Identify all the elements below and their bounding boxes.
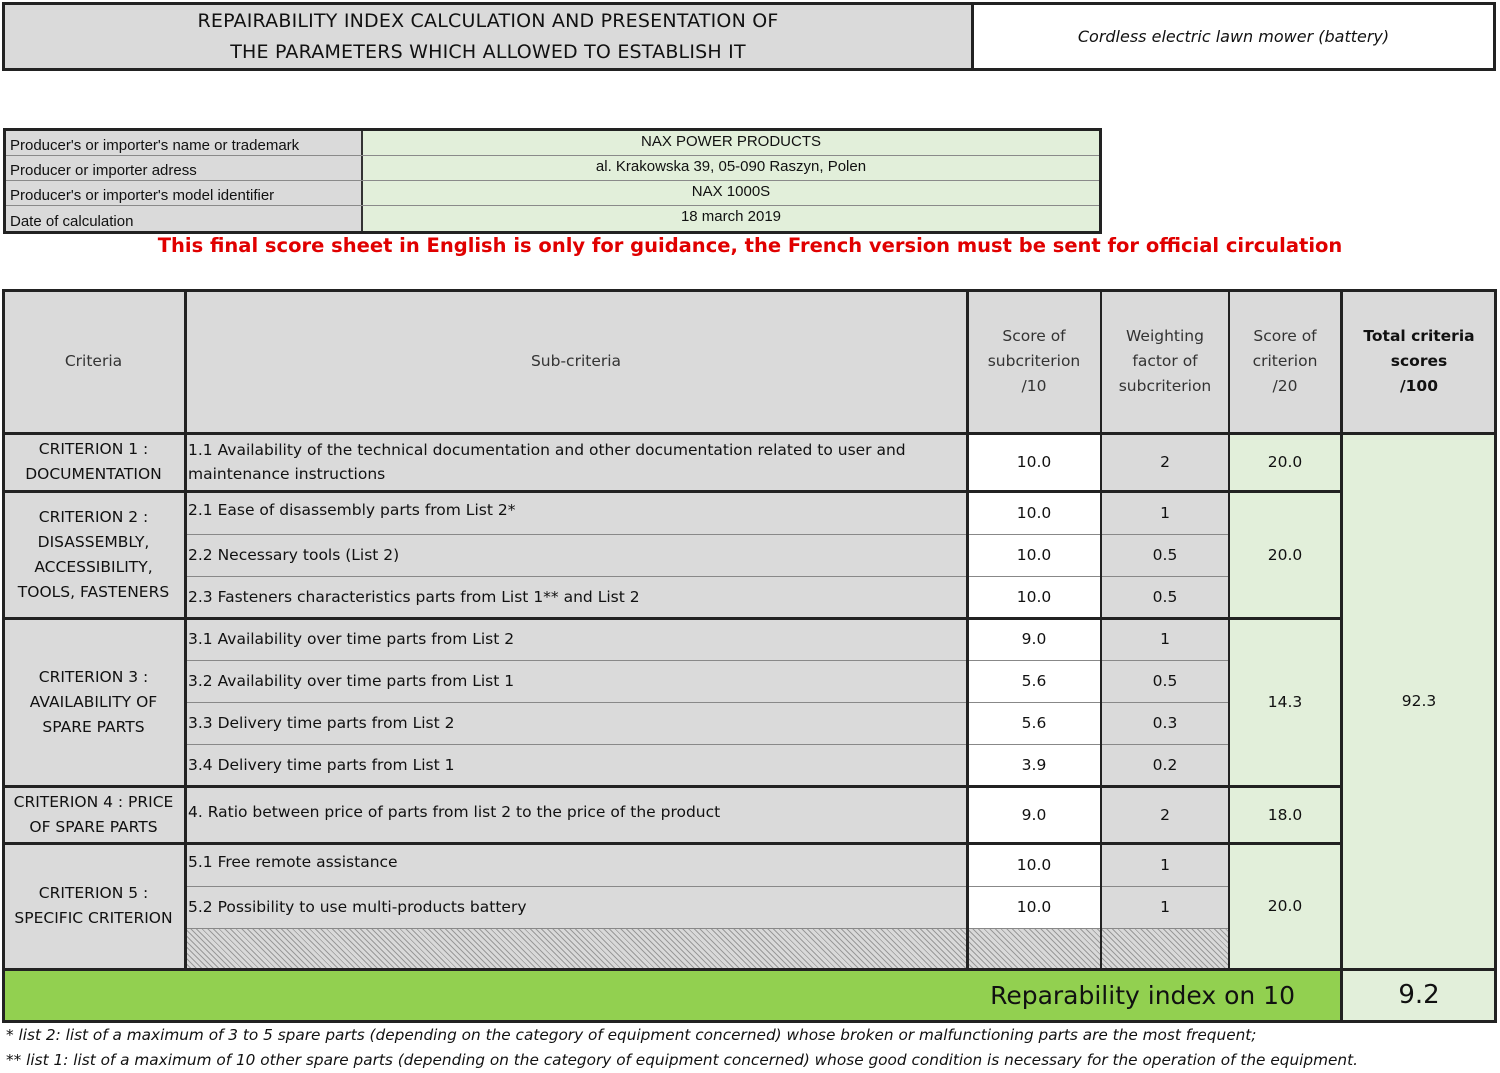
header-text: subcriterion [987, 351, 1081, 370]
group-divider [2, 617, 1341, 620]
product-category: Cordless electric lawn mower (battery) [1077, 27, 1390, 46]
subcriterion-text: 1.1 Availability of the technical documentation and other documentation related to user and [188, 441, 906, 459]
row-divider [185, 534, 1229, 535]
subcriterion-score: 5.6 [967, 660, 1101, 702]
footnotes [6, 1023, 1358, 1073]
criterion-text: SPARE PARTS [42, 717, 145, 736]
guidance-warning: This final score sheet in English is only for guidance, the French version must be sent for official circulation [157, 234, 1343, 257]
criterion-4 [2, 786, 185, 843]
criterion-text: CRITERION 3 : [38, 667, 149, 686]
footnote-list-1: ** list 1: list of a maximum of 10 other spare parts (depending on the category of equipment concerned) whose good condition is necessary for the operation of the equipment. [6, 1051, 1358, 1069]
criterion-score: 20.0 [1229, 433, 1341, 491]
info-row [6, 131, 1099, 156]
group-divider [2, 490, 1341, 493]
info-row [6, 156, 1099, 181]
subcriterion-weight: 2 [1101, 433, 1229, 491]
info-value: NAX POWER PRODUCTS [363, 131, 1099, 155]
criterion-text: SPECIFIC CRITERION [14, 909, 173, 927]
header-total [1341, 289, 1497, 433]
title-line-1: REPAIRABILITY INDEX CALCULATION AND PRESENTATION OF [197, 9, 779, 32]
info-label: Producer's or importer's model identifier [6, 181, 363, 205]
header-text: scores [1390, 351, 1448, 370]
subcriterion-score: 9.0 [967, 618, 1101, 660]
header-text: criterion [1252, 351, 1318, 370]
header-text: /100 [1399, 376, 1439, 395]
header-text: Score of [1253, 326, 1317, 345]
info-label: Date of calculation [6, 206, 363, 231]
subcriterion-text: maintenance instructions [188, 465, 386, 483]
empty-row-hatched [185, 928, 967, 969]
group-divider [2, 842, 1341, 845]
header-sub-criteria-text: Sub-criteria [530, 351, 622, 370]
border-top [2, 289, 1497, 292]
subcriterion-weight: 0.2 [1101, 744, 1229, 786]
info-label: Producer's or importer's name or trademark [6, 131, 363, 155]
row-divider [185, 886, 1229, 887]
col-divider [1100, 289, 1102, 969]
producer-info-table [3, 128, 1102, 234]
border-left [2, 289, 5, 1023]
subcriterion-weight: 1 [1101, 618, 1229, 660]
subcriterion-score: 9.0 [967, 786, 1101, 843]
header-text: factor of [1132, 351, 1198, 370]
sheet-title [5, 5, 974, 68]
col-divider [1228, 289, 1230, 969]
subcriterion-weight: 0.3 [1101, 702, 1229, 744]
criterion-1 [2, 433, 185, 491]
title-line-2: THE PARAMETERS WHICH ALLOWED TO ESTABLISH IT [230, 40, 746, 63]
subcriterion-weight: 1 [1101, 491, 1229, 534]
criterion-text: OF SPARE PARTS [29, 817, 158, 836]
reparability-index-label: Reparability index on 10 [2, 969, 1341, 1021]
criterion-5 [2, 843, 185, 969]
group-divider [2, 785, 1341, 788]
criterion-score: 20.0 [1229, 491, 1341, 618]
row-divider [185, 928, 1229, 929]
subcriterion-weight: 0.5 [1101, 534, 1229, 576]
subcriterion-3-3: 3.3 Delivery time parts from List 2 [185, 702, 967, 744]
subcriterion-1-1 [185, 433, 967, 491]
subcriterion-score: 10.0 [967, 576, 1101, 618]
subcriterion-5-2: 5.2 Possibility to use multi-products battery [185, 886, 967, 928]
criterion-text: AVAILABILITY OF [29, 692, 158, 711]
subcriterion-weight: 1 [1101, 886, 1229, 928]
footnote-list-2: * list 2: list of a maximum of 3 to 5 spare parts (depending on the category of equipment concerned) whose broken or malfunctioning parts are the most frequent; [6, 1026, 1257, 1044]
col-divider [1340, 289, 1343, 1023]
subcriterion-2-3: 2.3 Fasteners characteristics parts from List 1** and List 2 [185, 576, 967, 618]
info-row [6, 181, 1099, 206]
criterion-score: 18.0 [1229, 786, 1341, 843]
criterion-score: 14.3 [1229, 618, 1341, 786]
info-value: 18 march 2019 [363, 206, 1099, 231]
criterion-text: DISASSEMBLY, [37, 532, 150, 551]
criterion-text: TOOLS, FASTENERS [17, 582, 170, 601]
subcriterion-score: 10.0 [967, 886, 1101, 928]
info-value: NAX 1000S [363, 181, 1099, 205]
header-criteria-text: Criteria [64, 351, 123, 370]
subcriterion-score: 5.6 [967, 702, 1101, 744]
subcriterion-2-1: 2.1 Ease of disassembly parts from List 2* [185, 491, 967, 534]
header-text: Total criteria [1363, 326, 1475, 345]
header-text: /10 [1021, 376, 1047, 395]
sheet-header [2, 2, 1496, 71]
subcriterion-5-1: 5.1 Free remote assistance [185, 843, 967, 886]
criterion-2 [2, 491, 185, 618]
subcriterion-score: 10.0 [967, 534, 1101, 576]
criterion-text: CRITERION 1 : [38, 440, 149, 458]
subcriterion-3-1: 3.1 Availability over time parts from List 2 [185, 618, 967, 660]
header-text: subcriterion [1118, 376, 1212, 395]
empty-row-hatched [967, 928, 1101, 969]
subcriterion-3-4: 3.4 Delivery time parts from List 1 [185, 744, 967, 786]
header-score-criterion [1229, 289, 1341, 433]
criterion-text: CRITERION 2 : [38, 507, 149, 526]
empty-row-hatched [1101, 928, 1229, 969]
header-text: Score of [1002, 326, 1066, 345]
info-value: al. Krakowska 39, 05-090 Raszyn, Polen [363, 156, 1099, 180]
info-row [6, 206, 1099, 231]
subcriterion-3-2: 3.2 Availability over time parts from List 1 [185, 660, 967, 702]
row-divider [185, 702, 1229, 703]
subcriterion-weight: 0.5 [1101, 576, 1229, 618]
criterion-score: 20.0 [1229, 843, 1341, 969]
subcriterion-score: 3.9 [967, 744, 1101, 786]
header-criteria [2, 289, 185, 433]
row-divider [185, 660, 1229, 661]
subcriterion-weight: 2 [1101, 786, 1229, 843]
criterion-text: ACCESSIBILITY, [34, 557, 153, 576]
header-text: /20 [1272, 376, 1298, 395]
header-text: Weighting [1126, 326, 1204, 345]
col-divider [184, 289, 187, 969]
subcriterion-score: 10.0 [967, 843, 1101, 886]
total-criteria-score: 92.3 [1341, 433, 1497, 969]
group-divider [2, 968, 1497, 971]
row-divider [185, 576, 1229, 577]
border-right [1494, 289, 1497, 1023]
header-sub-criteria [185, 289, 967, 433]
header-score-sub [967, 289, 1101, 433]
reparability-index-value: 9.2 [1341, 969, 1497, 1021]
criterion-text: DOCUMENTATION [25, 465, 162, 483]
subcriterion-2-2: 2.2 Necessary tools (List 2) [185, 534, 967, 576]
row-divider [185, 744, 1229, 745]
criterion-text: CRITERION 4 : PRICE [13, 792, 174, 811]
col-divider [966, 289, 969, 969]
subcriterion-weight: 0.5 [1101, 660, 1229, 702]
subcriterion-weight: 1 [1101, 843, 1229, 886]
header-weighting [1101, 289, 1229, 433]
subcriterion-4: 4. Ratio between price of parts from list 2 to the price of the product [185, 786, 967, 843]
subcriterion-score: 10.0 [967, 433, 1101, 491]
criterion-text: CRITERION 5 : [38, 884, 149, 902]
criterion-3 [2, 618, 185, 786]
info-label: Producer or importer adress [6, 156, 363, 180]
scoring-table [2, 289, 1497, 1023]
subcriterion-score: 10.0 [967, 491, 1101, 534]
group-divider [2, 432, 1497, 435]
